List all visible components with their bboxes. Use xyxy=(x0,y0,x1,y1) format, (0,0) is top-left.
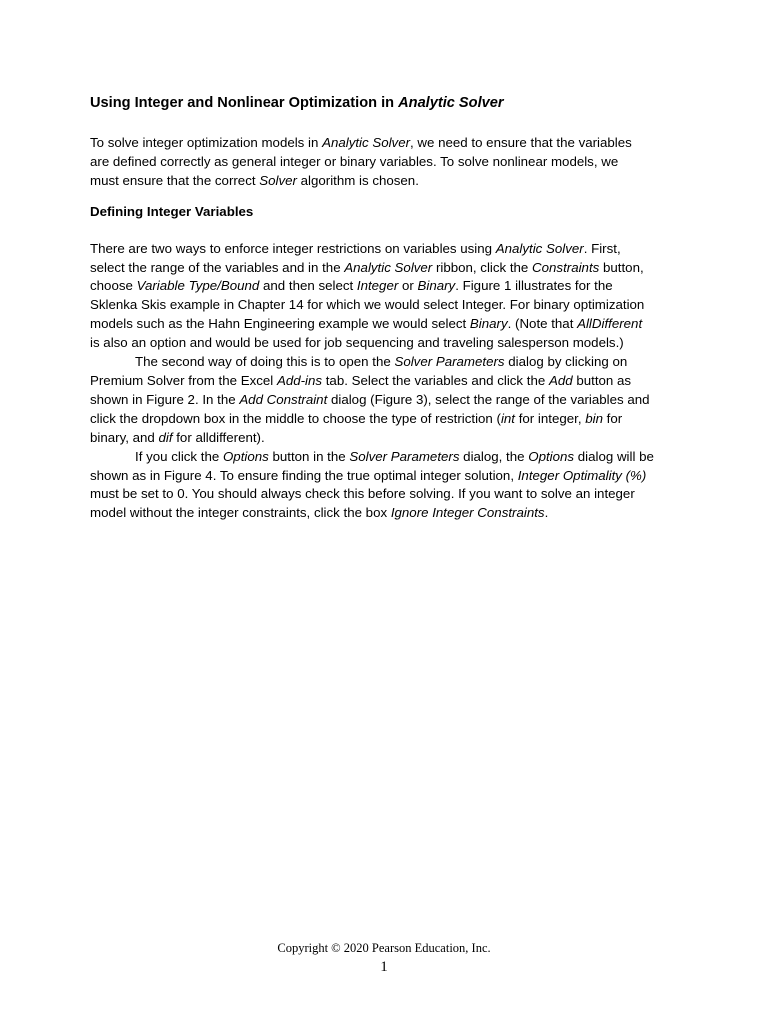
text-run: The second way of doing this is to open the xyxy=(135,354,395,370)
page-number: 1 xyxy=(380,959,388,975)
text-run: algorithm is chosen. xyxy=(296,172,419,188)
italic-text-run: Add-ins xyxy=(276,372,323,388)
text-run: . Figure 1 illustrates for the xyxy=(455,278,613,294)
italic-text-run: int xyxy=(500,410,515,426)
text-run: models such as the Hahn Engineering example we would select xyxy=(90,316,470,332)
copyright-notice: Copyright © 2020 Pearson Education, Inc. xyxy=(277,941,491,955)
text-run: ribbon, click the xyxy=(432,259,533,275)
italic-text-run: Options xyxy=(528,448,575,464)
text-run: choose xyxy=(90,278,137,294)
italic-text-run: Binary xyxy=(417,278,456,294)
text-run: must ensure that the correct xyxy=(90,172,260,188)
italic-text-run: Analytic Solver xyxy=(495,240,584,256)
text-run: dialog (Figure 3), select the range of the variables and xyxy=(327,391,650,407)
text-line xyxy=(90,410,690,429)
text-run: dialog by clicking on xyxy=(504,354,628,370)
italic-text-run: Options xyxy=(222,448,269,464)
text-run: button, xyxy=(599,259,644,275)
document-title xyxy=(90,93,690,113)
text-run: To solve integer optimization models in xyxy=(90,135,323,150)
text-run: is also an option and would be used for job sequencing and traveling salesperson models.) xyxy=(90,335,624,351)
text-run: tab. Select the variables and click the xyxy=(322,372,549,388)
text-run: select the range of the variables and in the xyxy=(90,259,345,275)
text-run: or xyxy=(398,278,418,294)
text-line xyxy=(90,240,690,259)
text-run: There are two ways to enforce integer restrictions on variables using xyxy=(90,240,496,256)
text-line xyxy=(90,172,690,191)
italic-text-run: Add xyxy=(548,372,573,388)
text-run: for alldifferent). xyxy=(172,429,265,445)
text-line xyxy=(90,153,690,172)
text-line xyxy=(90,504,690,523)
text-run: for xyxy=(602,410,623,426)
text-run: binary, and xyxy=(90,429,159,445)
text-line xyxy=(90,448,690,467)
text-run: button as xyxy=(572,372,632,388)
italic-text-run: Integer Optimality (%) xyxy=(517,467,647,483)
text-line xyxy=(90,485,690,504)
italic-text-run: Analytic Solver xyxy=(322,135,411,150)
document-content xyxy=(90,93,690,523)
italic-text-run: Analytic Solver xyxy=(398,95,504,111)
text-run: . xyxy=(544,505,549,521)
text-line xyxy=(90,334,690,353)
italic-text-run: Ignore Integer Constraints xyxy=(390,505,545,521)
italic-text-run: Variable Type/Bound xyxy=(136,278,260,294)
text-run: click the dropdown box in the middle to choose the type of restriction ( xyxy=(90,410,501,426)
text-run: button in the xyxy=(268,448,350,464)
italic-text-run: Solver Parameters xyxy=(394,354,505,370)
body-paragraphs xyxy=(90,240,690,524)
italic-text-run: dif xyxy=(158,429,173,445)
text-line xyxy=(90,353,690,372)
italic-text-run: Constraints xyxy=(532,259,600,275)
text-line xyxy=(90,315,690,334)
text-line xyxy=(90,429,690,448)
text-run: Premium Solver from the Excel xyxy=(90,372,277,388)
text-line xyxy=(90,391,690,410)
italic-text-run: Analytic Solver xyxy=(344,259,433,275)
text-line xyxy=(90,134,690,153)
italic-text-run: Add Constraint xyxy=(239,391,328,407)
italic-text-run: Solver Parameters xyxy=(349,448,460,464)
section-heading: Defining Integer Variables xyxy=(90,203,254,219)
text-line xyxy=(90,372,690,391)
italic-text-run: AllDifferent xyxy=(577,316,643,332)
text-run: , we need to ensure that the variables xyxy=(410,135,632,150)
intro-paragraph xyxy=(90,134,690,191)
text-run: model without the integer constraints, click the box xyxy=(90,505,391,521)
text-run: dialog, the xyxy=(459,448,529,464)
text-run: for integer, xyxy=(515,410,586,426)
text-run: . (Note that xyxy=(507,316,578,332)
italic-text-run: Integer xyxy=(356,278,399,294)
italic-text-run: bin xyxy=(585,410,603,426)
text-run: are defined correctly as general integer or binary variables. To solve nonlinear models, we xyxy=(90,153,619,169)
italic-text-run: Solver xyxy=(259,172,297,188)
text-run: dialog will be xyxy=(574,448,654,464)
text-run: shown in Figure 2. In the xyxy=(90,391,240,407)
text-run: shown as in Figure 4. To ensure finding the true optimal integer solution, xyxy=(90,467,518,483)
text-line xyxy=(90,296,690,315)
text-line xyxy=(90,277,690,296)
text-run: and then select xyxy=(259,278,357,294)
text-line xyxy=(90,259,690,278)
text-run: If you click the xyxy=(135,448,223,464)
text-run: Using Integer and Nonlinear Optimization in xyxy=(90,95,399,111)
text-line xyxy=(90,467,690,486)
text-run: must be set to 0. You should always check this before solving. If you want to solve an integer xyxy=(90,486,635,502)
text-run: Sklenka Skis example in Chapter 14 for which we would select Integer. For binary optimization xyxy=(90,297,645,313)
text-run: . First, xyxy=(583,240,621,256)
italic-text-run: Binary xyxy=(469,316,508,332)
